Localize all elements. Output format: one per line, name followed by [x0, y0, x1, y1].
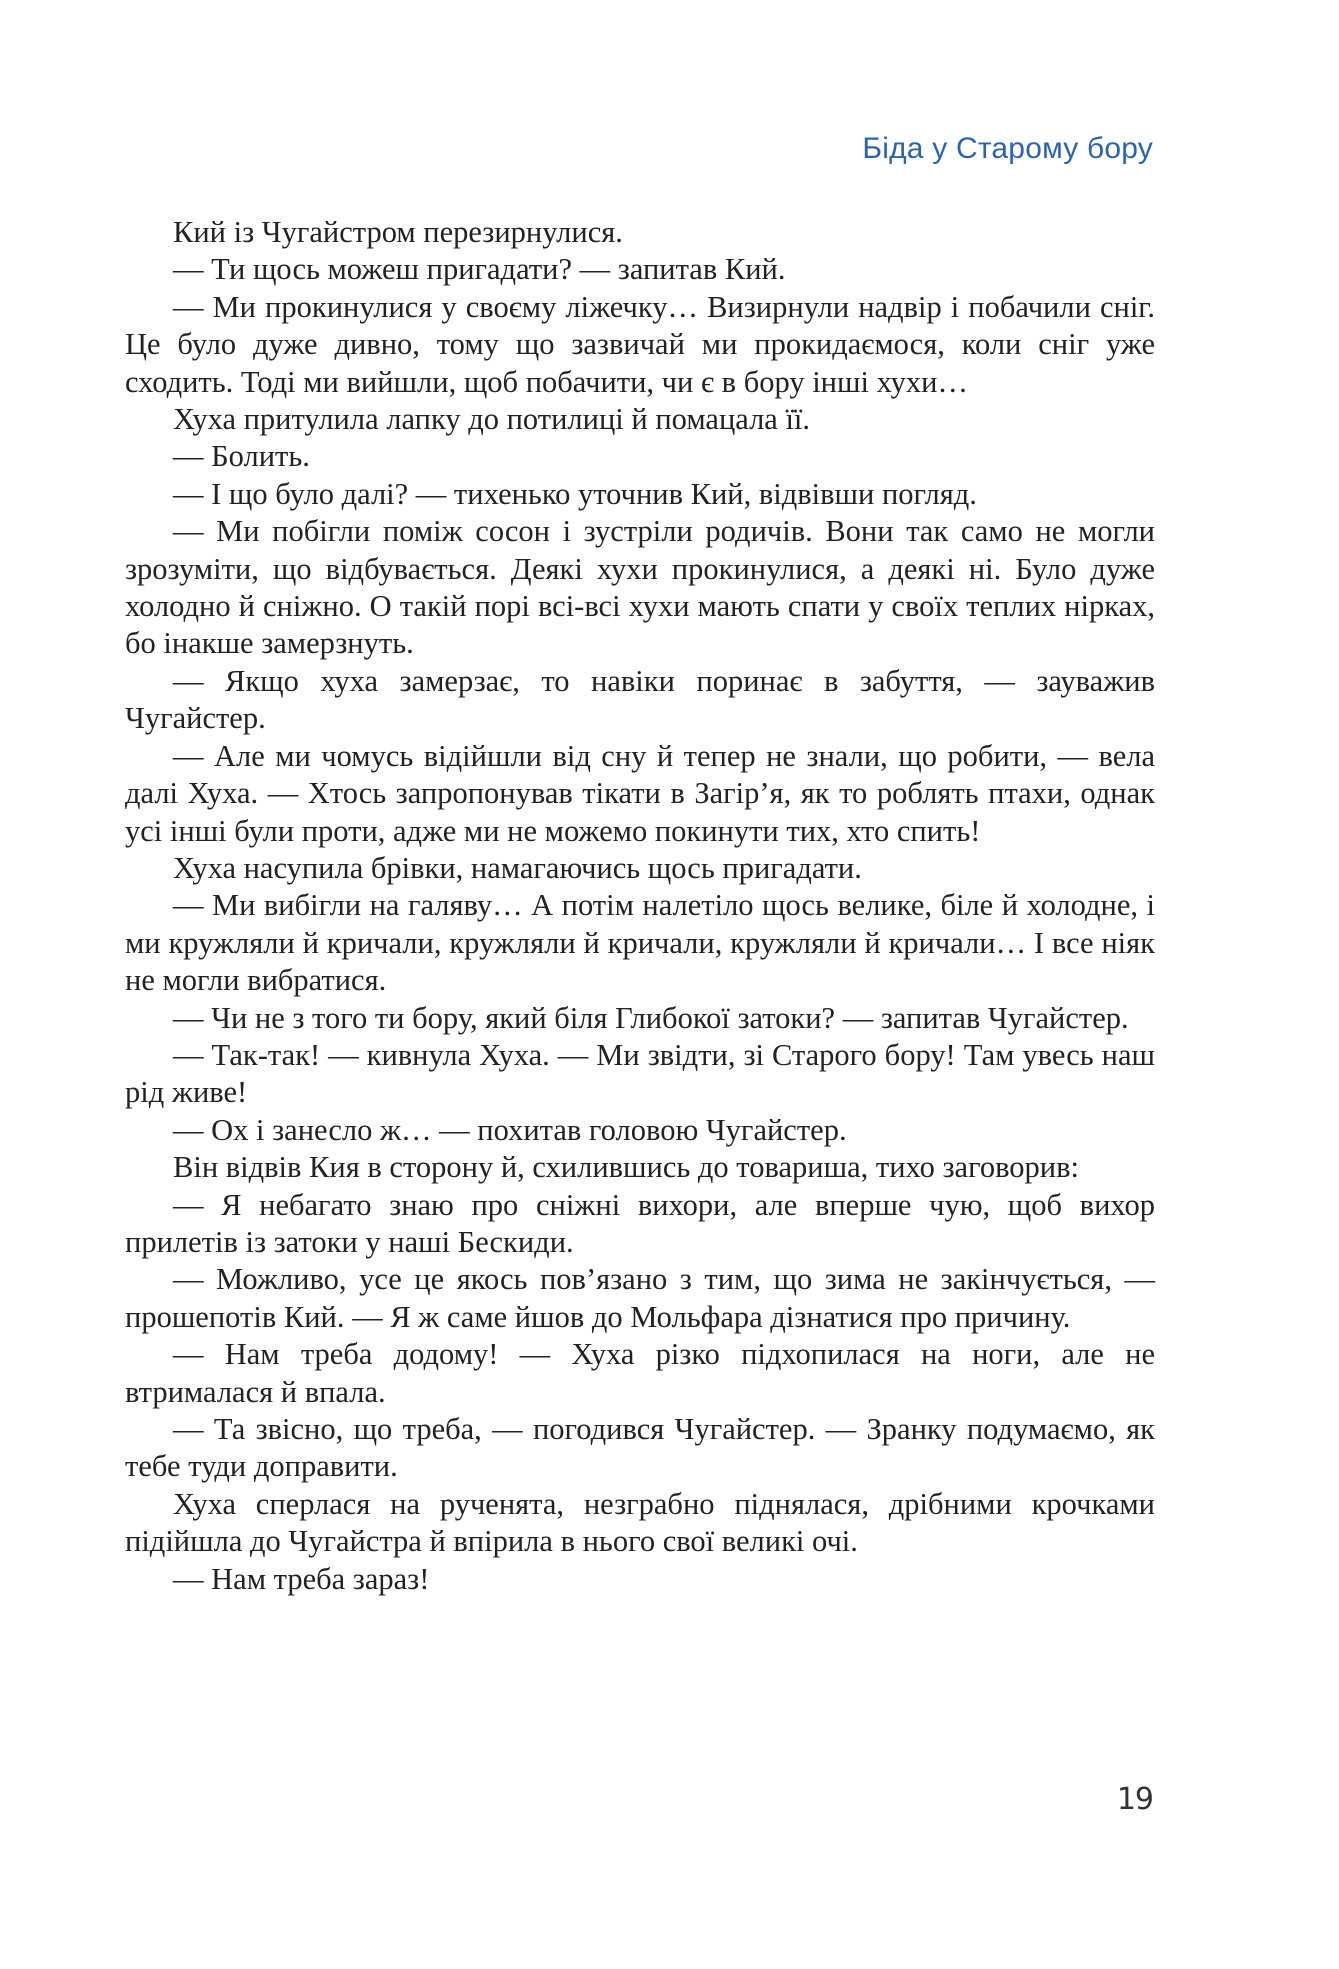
paragraph: — Болить. — [173, 439, 310, 474]
paragraph: — Ми вибігли на галяву… А потім налетіло щось велике, біле й холодне, і ми кружляли й кричали, кружляли й кричали, кружляли й кричали… І все ніяк не могли вибратися. — [125, 888, 1155, 998]
paragraph: Хуха насупила брівки, намагаючись щось пригадати. — [173, 850, 862, 885]
page-number: 19 — [1116, 1782, 1153, 1817]
paragraph: — Ми прокинулися у своєму ліжечку… Визирнули надвір і побачили сніг. Це було дуже дивно, тому що зазвичай ми прокидаємося, коли сніг уже сходить. Тоді ми вийшли, щоб побачити, чи є в бору інші хухи… — [125, 289, 1155, 399]
paragraph: — Я небагато знаю про сніжні вихори, але вперше чую, щоб вихор прилетів із затоки у наші Бескиди. — [125, 1187, 1155, 1259]
paragraph: Він відвів Кия в сторону й, схилившись до товариша, тихо заговорив: — [173, 1150, 1079, 1185]
paragraph: — Нам треба додому! — Хуха різко підхопилася на ноги, але не втрималася й впала. — [125, 1337, 1155, 1409]
paragraph: Кий із Чугайстром перезирнулися. — [173, 215, 623, 249]
paragraph: — Якщо хуха замерзає, то навіки поринає в забуття, — зауважив Чугайстер. — [125, 663, 1155, 736]
paragraph: — Ти щось можеш пригадати? — запитав Кий. — [173, 252, 786, 287]
paragraph: — Ми побігли поміж сосон і зустріли родичів. Вони так само не могли зрозуміти, що відбувається. Деякі хухи прокинулися, а деякі ні. Було дуже холодно й сніжно. О такій порі всі-всі хухи мають спати у своїх теплих нірках, бо інакше замерзнуть. — [125, 514, 1155, 661]
paragraph: — І що було далі? — тихенько уточнив Кий, відвівши погляд. — [173, 476, 977, 511]
paragraph: — Так-так! — кивнула Хуха. — Ми звідти, зі Старого бору! Там увесь наш рід живе! — [125, 1037, 1155, 1110]
paragraph: — Але ми чомусь відійшли від сну й тепер не знали, що робити, — вела далі Хуха. — Хтось запропонував тікати в Загір’я, як то роблять птахи, однак усі інші були проти, адже ми не можемо покинути тих, хто спить! — [125, 738, 1155, 848]
paragraph: — Можливо, усе це якось пов’язано з тим, що зима не закінчується, — прошепотів Кий. — Я ж саме йшов до Мольфара дізнатися про причину. — [125, 1262, 1155, 1334]
paragraph: Хуха притулила лапку до потилиці й помацала її. — [173, 402, 811, 437]
running-header: Біда у Старому бору — [862, 132, 1153, 165]
paragraph: — Та звісно, що треба, — погодився Чугайстер. — Зранку подумаємо, як тебе туди доправити. — [125, 1412, 1155, 1484]
paragraph: — Чи не з того ти бору, який біля Глибокої затоки? — запитав Чугайстер. — [173, 1000, 1129, 1035]
paragraph: — Нам треба зараз! — [173, 1561, 430, 1596]
paragraph: — Ох і занесло ж… — похитав головою Чугайстер. — [173, 1112, 847, 1147]
paragraph: Хуха сперлася на рученята, незграбно піднялася, дрібними крочками підійшла до Чугайстра й впірила в нього свої великі очі. — [125, 1486, 1155, 1559]
body-text — [125, 214, 1155, 1598]
